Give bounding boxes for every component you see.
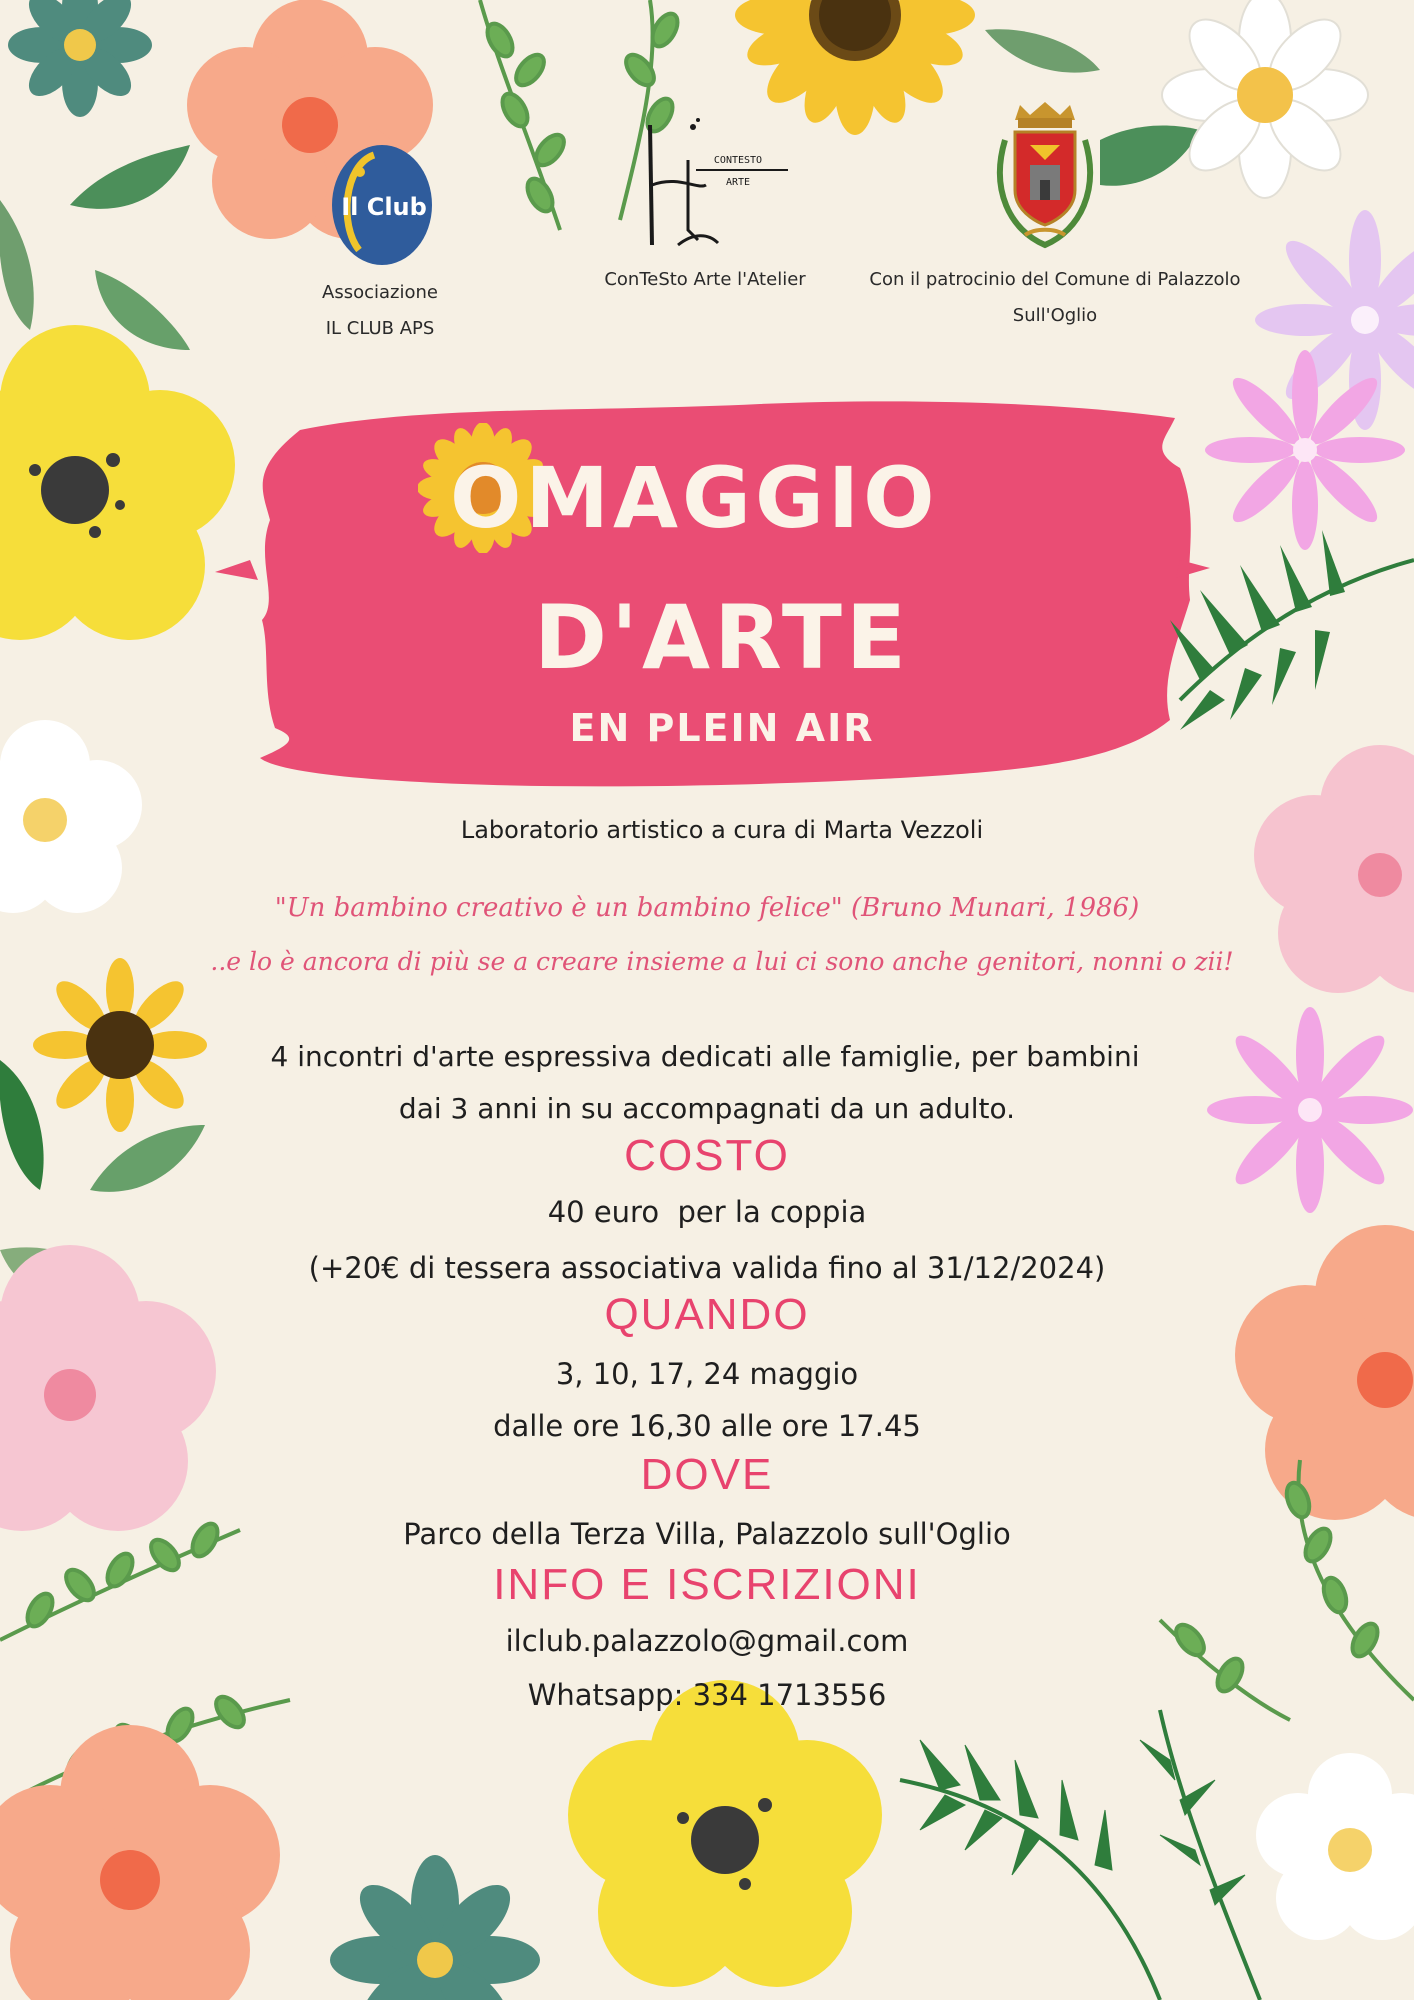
leaf <box>985 29 1100 72</box>
title-line1-rest: MAGGIO <box>525 449 939 547</box>
contesto-caption <box>580 262 830 298</box>
costo-heading: COSTO <box>624 1131 790 1180</box>
white-daisy-bottom-right <box>1256 1753 1414 1940</box>
contesto-caption-text: ConTeSto Arte l'Atelier <box>604 269 806 290</box>
teal-flower-top-left <box>8 0 152 117</box>
ilclub-logo <box>324 140 434 270</box>
contesto-logo-top: CONTESTO <box>713 155 763 166</box>
ilclub-caption-line1: Associazione <box>322 282 438 303</box>
leaf <box>1100 126 1200 186</box>
leaf <box>0 200 34 330</box>
ilclub-logo-text: Il Club <box>341 193 427 221</box>
leaf <box>70 145 190 209</box>
teal-flower-bottom <box>330 1855 540 2000</box>
info-whatsapp[interactable]: Whatsapp: 334 1713556 <box>527 1678 887 1712</box>
intro-line2: dai 3 anni in su accompagnati da un adulto. <box>398 1092 1016 1125</box>
pink-flower-right <box>1205 350 1405 550</box>
dove-heading: DOVE <box>640 1450 774 1499</box>
yellow-flower-bottom <box>568 1680 882 1987</box>
comune-caption <box>855 262 1255 334</box>
costo-line2: (+20€ di tessera associativa valida fino al 31/12/2024) <box>308 1251 1106 1285</box>
title-line3: EN PLEIN AIR <box>569 706 875 750</box>
dove-line1: Parco della Terza Villa, Palazzolo sull'Oglio <box>403 1517 1011 1551</box>
title-initial: O <box>450 449 526 547</box>
contesto-logo-bottom: ARTE <box>725 177 751 188</box>
title-line1 <box>450 448 1050 548</box>
intro-line1: 4 incontri d'arte espressiva dedicati alle famiglie, per bambini <box>270 1040 1140 1073</box>
lilac-flower-right <box>1255 210 1414 430</box>
salmon-flower-bottom-left <box>0 1725 280 2000</box>
info-email[interactable]: ilclub.palazzolo@gmail.com <box>505 1624 909 1658</box>
quando-line1: 3, 10, 17, 24 maggio <box>555 1357 859 1391</box>
comune-caption-line2: Sull'Oglio <box>1012 305 1098 326</box>
costo-line1: 40 euro per la coppia <box>547 1195 867 1229</box>
title-line2: D'ARTE <box>533 586 911 689</box>
comune-coat-of-arms <box>990 100 1100 250</box>
contesto-logo <box>638 115 798 255</box>
quando-line2: dalle ore 16,30 alle ore 17.45 <box>493 1409 921 1443</box>
ilclub-caption <box>280 275 480 347</box>
palm-leaf-bottom-right <box>900 1710 1260 2000</box>
comune-caption-line1: Con il patrocinio del Comune di Palazzolo <box>869 269 1241 290</box>
subtitle: Laboratorio artistico a cura di Marta Vezzoli <box>460 816 984 844</box>
quando-heading: QUANDO <box>604 1290 810 1339</box>
quote-line2: ..e lo è ancora di più se a creare insieme a lui ci sono anche genitori, nonni o zii! <box>210 947 1234 976</box>
info-heading: INFO E ISCRIZIONI <box>493 1560 921 1609</box>
quote-line1: "Un bambino creativo è un bambino felice" (Bruno Munari, 1986) <box>274 893 1140 923</box>
white-daisy-top-right <box>1162 0 1368 198</box>
ilclub-caption-line2: IL CLUB APS <box>325 318 435 339</box>
